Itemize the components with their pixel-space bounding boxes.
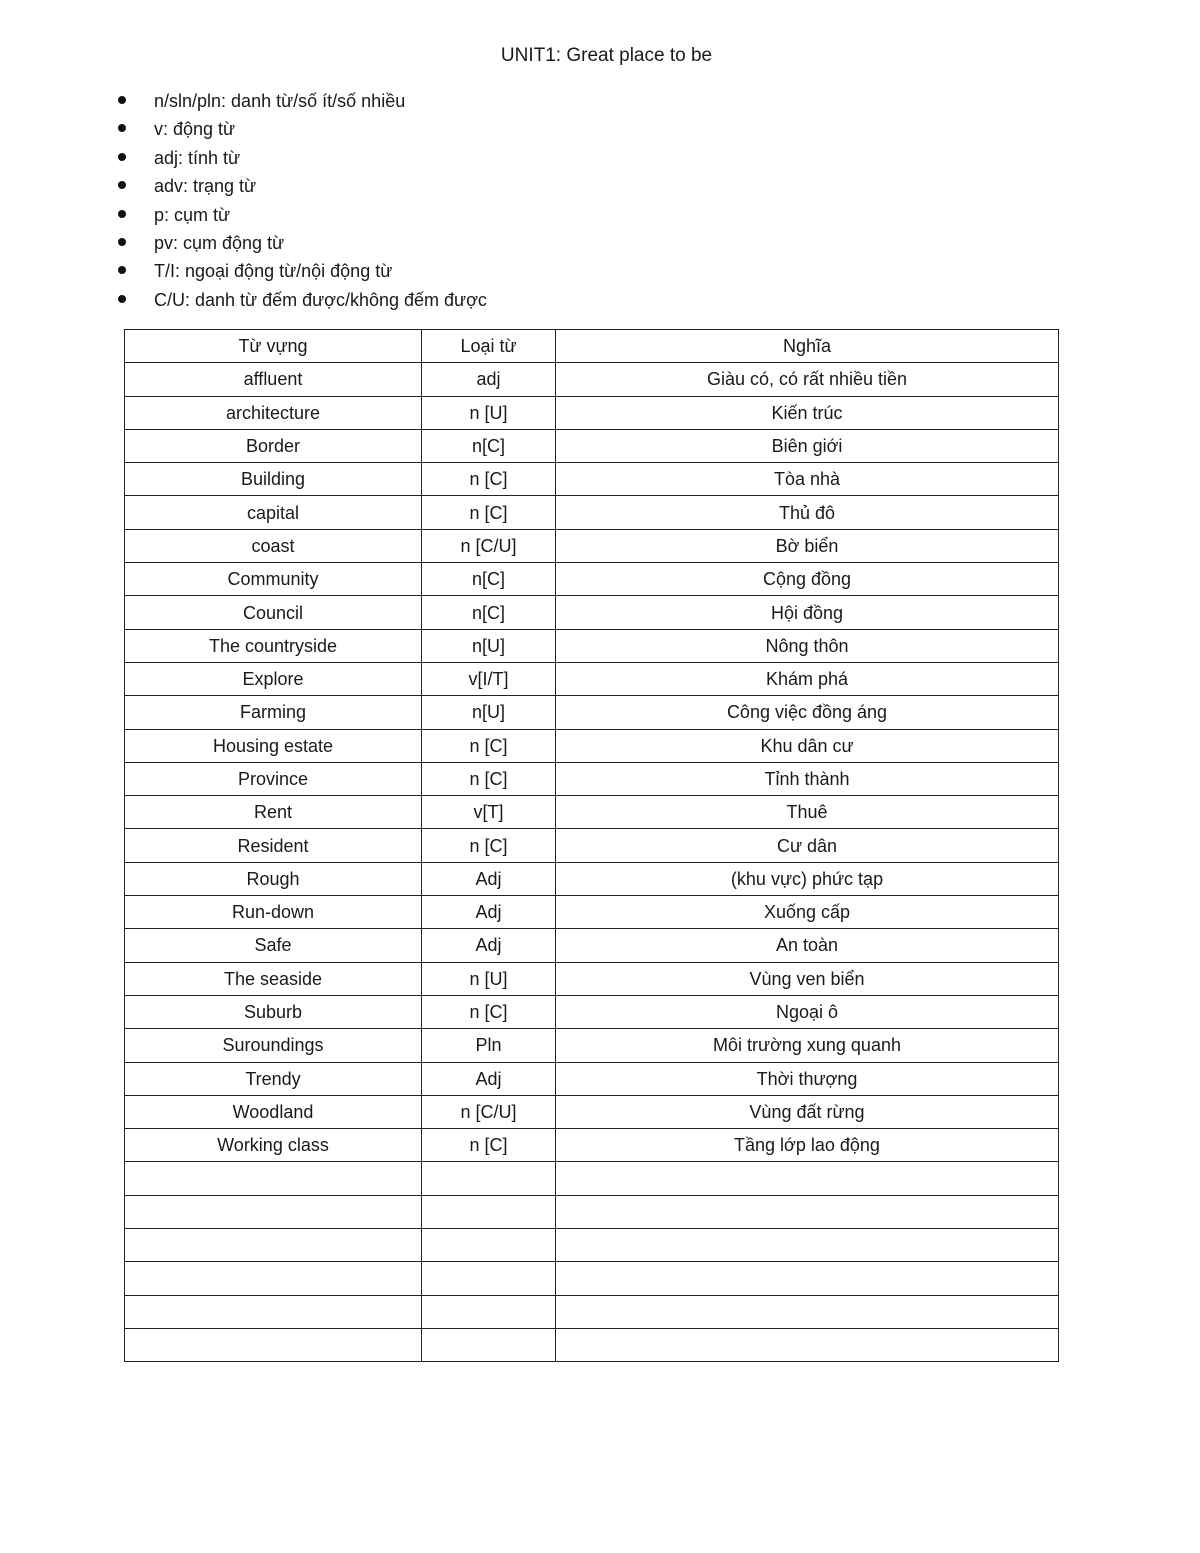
word-cell bbox=[125, 1262, 422, 1295]
word-type-cell: n [C] bbox=[422, 762, 556, 795]
table-row bbox=[125, 1162, 1059, 1195]
abbreviation-legend bbox=[118, 88, 487, 315]
meaning-cell: Vùng đất rừng bbox=[556, 1095, 1059, 1128]
word-cell: Housing estate bbox=[125, 729, 422, 762]
meaning-cell: Thời thượng bbox=[556, 1062, 1059, 1095]
meaning-cell: Khu dân cư bbox=[556, 729, 1059, 762]
word-type-cell: n [C] bbox=[422, 496, 556, 529]
word-type-cell: Pln bbox=[422, 1029, 556, 1062]
table-row bbox=[125, 363, 1059, 396]
table-row bbox=[125, 596, 1059, 629]
table-row bbox=[125, 662, 1059, 695]
table-row bbox=[125, 1328, 1059, 1361]
word-cell: Safe bbox=[125, 929, 422, 962]
word-cell: Suburb bbox=[125, 995, 422, 1028]
bullet-icon bbox=[118, 181, 126, 189]
word-cell: The seaside bbox=[125, 962, 422, 995]
meaning-cell: Tòa nhà bbox=[556, 463, 1059, 496]
word-cell bbox=[125, 1328, 422, 1361]
meaning-cell bbox=[556, 1262, 1059, 1295]
table-row bbox=[125, 896, 1059, 929]
meaning-cell: An toàn bbox=[556, 929, 1059, 962]
word-type-cell bbox=[422, 1295, 556, 1328]
word-cell bbox=[125, 1195, 422, 1228]
table-row bbox=[125, 429, 1059, 462]
meaning-cell: Cư dân bbox=[556, 829, 1059, 862]
legend-text: p: cụm từ bbox=[154, 204, 231, 225]
meaning-cell: Ngoại ô bbox=[556, 995, 1059, 1028]
word-type-cell bbox=[422, 1162, 556, 1195]
word-cell: Council bbox=[125, 596, 422, 629]
word-cell: Border bbox=[125, 429, 422, 462]
word-type-cell: n [C] bbox=[422, 995, 556, 1028]
table-row bbox=[125, 1295, 1059, 1328]
word-type-cell: n [C] bbox=[422, 463, 556, 496]
header-meaning: Nghĩa bbox=[556, 330, 1059, 363]
word-type-cell: n [C/U] bbox=[422, 529, 556, 562]
table-row bbox=[125, 995, 1059, 1028]
legend-text: pv: cụm động từ bbox=[154, 232, 285, 253]
table-row bbox=[125, 463, 1059, 496]
meaning-cell bbox=[556, 1195, 1059, 1228]
meaning-cell: Thủ đô bbox=[556, 496, 1059, 529]
word-cell: Building bbox=[125, 463, 422, 496]
word-cell bbox=[125, 1295, 422, 1328]
bullet-icon bbox=[118, 238, 126, 246]
word-type-cell bbox=[422, 1262, 556, 1295]
meaning-cell: Biên giới bbox=[556, 429, 1059, 462]
vocabulary-table bbox=[124, 329, 1059, 1362]
word-cell: Resident bbox=[125, 829, 422, 862]
word-type-cell: n [C] bbox=[422, 829, 556, 862]
word-type-cell: n [C/U] bbox=[422, 1095, 556, 1128]
word-cell: architecture bbox=[125, 396, 422, 429]
word-cell bbox=[125, 1229, 422, 1262]
table-row bbox=[125, 396, 1059, 429]
bullet-icon bbox=[118, 295, 126, 303]
word-type-cell: v[I/T] bbox=[422, 662, 556, 695]
word-cell bbox=[125, 1162, 422, 1195]
legend-item bbox=[118, 116, 487, 144]
legend-item bbox=[118, 258, 487, 286]
word-cell: Rough bbox=[125, 862, 422, 895]
legend-text: n/sln/pln: danh từ/số ít/số nhiều bbox=[154, 91, 406, 111]
meaning-cell: Xuống cấp bbox=[556, 896, 1059, 929]
table-row bbox=[125, 796, 1059, 829]
table-row bbox=[125, 1129, 1059, 1162]
word-type-cell: n [C] bbox=[422, 1129, 556, 1162]
word-type-cell bbox=[422, 1229, 556, 1262]
word-type-cell: Adj bbox=[422, 896, 556, 929]
word-type-cell: Adj bbox=[422, 1062, 556, 1095]
word-cell: Rent bbox=[125, 796, 422, 829]
meaning-cell: Thuê bbox=[556, 796, 1059, 829]
word-type-cell: v[T] bbox=[422, 796, 556, 829]
table-row bbox=[125, 762, 1059, 795]
word-cell: Province bbox=[125, 762, 422, 795]
table-row bbox=[125, 1195, 1059, 1228]
word-cell: coast bbox=[125, 529, 422, 562]
meaning-cell: Môi trường xung quanh bbox=[556, 1029, 1059, 1062]
header-word-type: Loại từ bbox=[422, 330, 556, 363]
bullet-icon bbox=[118, 124, 126, 132]
meaning-cell: Cộng đồng bbox=[556, 563, 1059, 596]
word-cell: Community bbox=[125, 563, 422, 596]
word-cell: capital bbox=[125, 496, 422, 529]
legend-item bbox=[118, 173, 487, 201]
word-type-cell: Adj bbox=[422, 862, 556, 895]
meaning-cell: (khu vực) phức tạp bbox=[556, 862, 1059, 895]
meaning-cell: Giàu có, có rất nhiều tiền bbox=[556, 363, 1059, 396]
bullet-icon bbox=[118, 210, 126, 218]
word-type-cell: n[C] bbox=[422, 429, 556, 462]
table-row bbox=[125, 1062, 1059, 1095]
legend-text: adv: trạng từ bbox=[154, 176, 257, 197]
word-type-cell: n [U] bbox=[422, 396, 556, 429]
legend-item bbox=[118, 88, 487, 116]
word-type-cell bbox=[422, 1328, 556, 1361]
word-cell: Woodland bbox=[125, 1095, 422, 1128]
header-word: Từ vựng bbox=[125, 330, 422, 363]
word-type-cell: Adj bbox=[422, 929, 556, 962]
legend-text: T/I: ngoại động từ/nội động từ bbox=[154, 261, 393, 282]
table-row bbox=[125, 829, 1059, 862]
table-row bbox=[125, 1029, 1059, 1062]
page-title: UNIT1: Great place to be bbox=[500, 45, 713, 66]
word-cell: Trendy bbox=[125, 1062, 422, 1095]
table-row bbox=[125, 696, 1059, 729]
table-row bbox=[125, 729, 1059, 762]
word-cell: Explore bbox=[125, 662, 422, 695]
legend-item bbox=[118, 202, 487, 230]
meaning-cell: Hội đồng bbox=[556, 596, 1059, 629]
meaning-cell bbox=[556, 1295, 1059, 1328]
word-cell: Working class bbox=[125, 1129, 422, 1162]
word-type-cell: n[C] bbox=[422, 596, 556, 629]
meaning-cell: Bờ biển bbox=[556, 529, 1059, 562]
word-type-cell bbox=[422, 1195, 556, 1228]
meaning-cell: Tầng lớp lao động bbox=[556, 1129, 1059, 1162]
table-row bbox=[125, 563, 1059, 596]
word-cell: Run-down bbox=[125, 896, 422, 929]
table-row bbox=[125, 929, 1059, 962]
table-row bbox=[125, 1262, 1059, 1295]
table-row bbox=[125, 529, 1059, 562]
word-cell: The countryside bbox=[125, 629, 422, 662]
table-row bbox=[125, 629, 1059, 662]
table-header-row bbox=[125, 330, 1059, 363]
meaning-cell bbox=[556, 1229, 1059, 1262]
word-type-cell: adj bbox=[422, 363, 556, 396]
bullet-icon bbox=[118, 266, 126, 274]
meaning-cell: Vùng ven biển bbox=[556, 962, 1059, 995]
table-row bbox=[125, 962, 1059, 995]
meaning-cell: Tỉnh thành bbox=[556, 762, 1059, 795]
word-cell: affluent bbox=[125, 363, 422, 396]
legend-item bbox=[118, 145, 487, 173]
meaning-cell bbox=[556, 1162, 1059, 1195]
table-row bbox=[125, 1095, 1059, 1128]
legend-text: v: động từ bbox=[154, 119, 236, 140]
legend-item bbox=[118, 230, 487, 258]
table-row bbox=[125, 496, 1059, 529]
bullet-icon bbox=[118, 153, 126, 161]
bullet-icon bbox=[118, 96, 126, 104]
legend-text: C/U: danh từ đếm được/không đếm được bbox=[154, 289, 487, 310]
meaning-cell: Kiến trúc bbox=[556, 396, 1059, 429]
word-type-cell: n [U] bbox=[422, 962, 556, 995]
word-type-cell: n [C] bbox=[422, 729, 556, 762]
word-cell: Farming bbox=[125, 696, 422, 729]
meaning-cell: Nông thôn bbox=[556, 629, 1059, 662]
word-type-cell: n[C] bbox=[422, 563, 556, 596]
table-row bbox=[125, 862, 1059, 895]
legend-text: adj: tính từ bbox=[154, 147, 241, 168]
meaning-cell: Công việc đồng áng bbox=[556, 696, 1059, 729]
word-type-cell: n[U] bbox=[422, 696, 556, 729]
word-cell: Suroundings bbox=[125, 1029, 422, 1062]
meaning-cell: Khám phá bbox=[556, 662, 1059, 695]
meaning-cell bbox=[556, 1328, 1059, 1361]
word-type-cell: n[U] bbox=[422, 629, 556, 662]
legend-item bbox=[118, 287, 487, 315]
table-row bbox=[125, 1229, 1059, 1262]
